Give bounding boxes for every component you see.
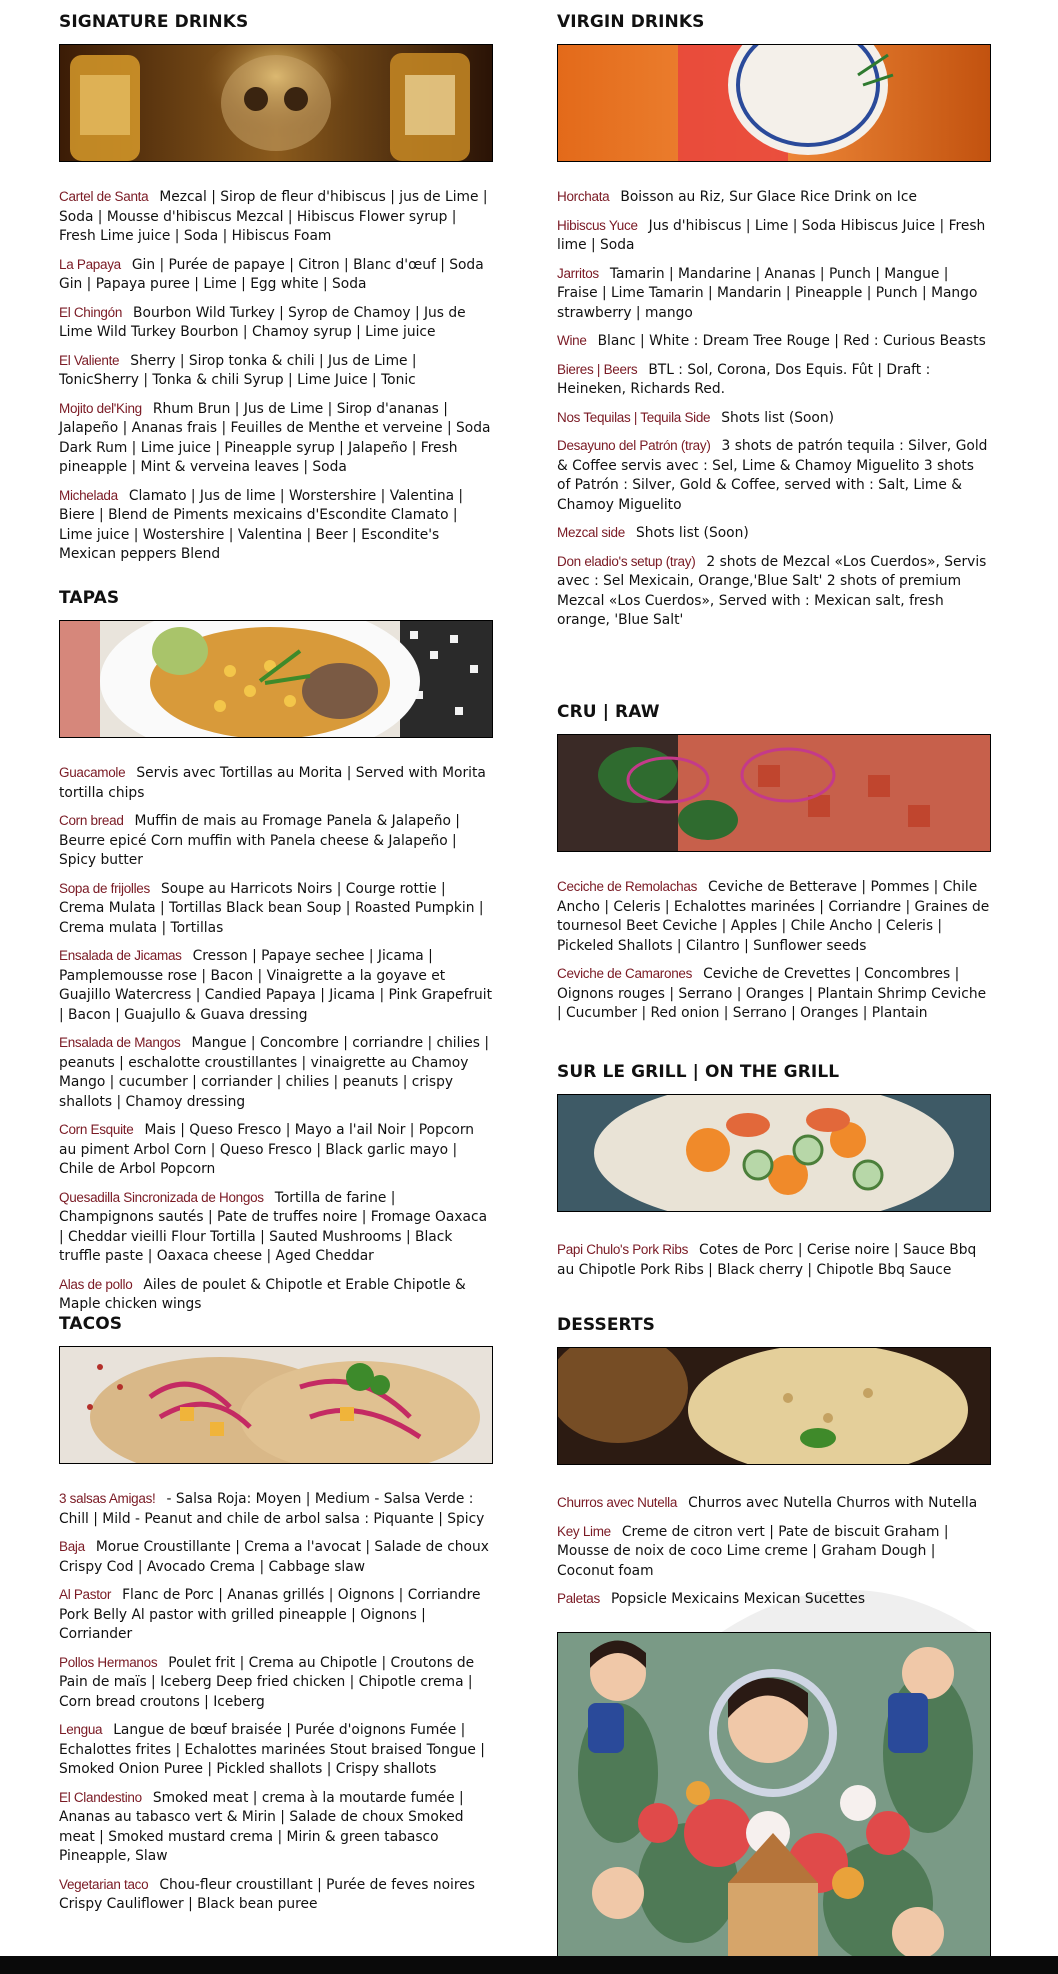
- item-name: Baja: [59, 1539, 85, 1554]
- item-name: Ceviche de Camarones: [557, 966, 693, 981]
- item-name: Bieres | Beers: [557, 361, 638, 377]
- item-description: Cotes de Porc | Cerise noire | Sauce Bbq au Chipotle Pork Ribs | Black cherry | Chipotle Bbq Sauce: [557, 1242, 977, 1278]
- menu-item: [59, 946, 493, 1025]
- menu-item: [59, 1875, 493, 1915]
- item-name: Quesadilla Sincronizada de Hongos: [59, 1189, 264, 1205]
- signature-drinks-list: [59, 187, 493, 573]
- item-name: Sopa de frijolles: [59, 880, 150, 896]
- signature-drinks-image: [59, 44, 493, 162]
- tapas-list: [59, 763, 493, 1323]
- item-description: - Salsa Roja: Moyen | Medium - Salsa Verde : Chill | Mild - Peanut and chile de arbol salsa : Piquante | Spicy: [59, 1491, 485, 1527]
- item-name: Pollos Hermanos: [59, 1654, 158, 1670]
- item-description: Chou-fleur croustillant | Purée de feves noires Crispy Cauliflower | Black bean puree: [59, 1876, 475, 1912]
- tacos-list: [59, 1489, 493, 1923]
- menu-item: [557, 187, 991, 208]
- item-name: Key Lime: [557, 1523, 611, 1539]
- menu-item: [59, 1033, 493, 1112]
- section-title: DESSERTS: [557, 1315, 656, 1335]
- item-description: Ceviche de Betterave | Pommes | Chile Ancho | Celeris | Echalottes marinées | Corriandre | Graines de tournesol Beet Ceviche | Apples | Chile Ancho | Celeris | Pickeled Shallots | Cilantro | Sunflower seeds: [557, 879, 990, 954]
- menu-item: [557, 1493, 991, 1514]
- item-description: BTL : Sol, Corona, Dos Equis. Fût | Draft : Heineken, Richards Red.: [557, 361, 931, 397]
- item-name: Mezcal side: [557, 525, 625, 540]
- menu-item: [59, 1720, 493, 1780]
- item-name: Michelada: [59, 487, 118, 503]
- menu-item: [59, 811, 493, 871]
- menu-item: [59, 187, 493, 247]
- cru-raw-image: [557, 734, 991, 852]
- item-description: Clamato | Jus de lime | Worstershire | Valentina | Biere | Blend de Piments mexicains d'Escondite Clamato | Lime juice | Wostershire | Valentina | Beer | Escondite's Mexican peppers Blend: [59, 487, 464, 562]
- item-name: Cartel de Santa: [59, 189, 149, 204]
- menu-item: [557, 877, 991, 956]
- menu-item: [557, 216, 991, 256]
- menu-item: [59, 351, 493, 391]
- item-name: 3 salsas Amigas!: [59, 1491, 156, 1506]
- menu-item: [59, 1188, 493, 1267]
- item-name: Ensalada de Jicamas: [59, 948, 182, 963]
- item-description: Smoked meat | crema à la moutarde fumée | Ananas au tabasco vert & Mirin | Salade de choux Smoked meat | Smoked mustard crema | Mirin & green tabasco Pineapple, Slaw: [59, 1789, 464, 1864]
- menu-item: [59, 1120, 493, 1180]
- menu-item: [557, 360, 991, 400]
- item-description: 2 shots de Mezcal «Los Cuerdos», Servis avec : Sel Mexicain, Orange,'Blue Salt' 2 shots of premium Mezcal «Los Cuerdos», Served with : Mexican salt, fresh orange, 'Blue Salt': [557, 553, 987, 628]
- menu-item: [557, 523, 991, 544]
- section-title: TAPAS: [59, 588, 120, 608]
- section-title: VIRGIN DRINKS: [557, 12, 705, 32]
- item-description: Rhum Brun | Jus de Lime | Sirop d'ananas | Jalapeño | Ananas frais | Feuilles de Menthe et verveine | Soda Dark Rum | Lime juice | Pineapple syrup | Jalapeño | Fresh pineapple | Mint & verveina leaves | Soda: [59, 400, 491, 475]
- menu-item: [557, 1240, 991, 1280]
- grill-image: [557, 1094, 991, 1212]
- item-name: El Chingón: [59, 304, 123, 320]
- item-description: Cresson | Papaye sechee | Jicama | Pamplemousse rose | Bacon | Vinaigrette a la goyave et Guajillo Watercress | Candied Papaya | Jicama | Pink Grapefruit | Bacon | Guajullo & Guava dressing: [59, 948, 493, 1023]
- menu-item: [59, 1653, 493, 1713]
- item-name: Churros avec Nutella: [557, 1495, 678, 1510]
- item-description: Popsicle Mexicains Mexican Sucettes: [610, 1591, 866, 1607]
- desserts-image: [557, 1347, 991, 1465]
- item-description: Tamarin | Mandarine | Ananas | Punch | Mangue | Fraise | Lime Tamarin | Mandarin | Pineapple | Punch | Mango strawberry | mango: [557, 265, 978, 321]
- grill-list: [557, 1240, 991, 1288]
- pinup-poster-image: [557, 1632, 991, 1964]
- item-description: Bourbon Wild Turkey | Syrop de Chamoy | Jus de Lime Wild Turkey Bourbon | Chamoy syrup | Lime juice: [59, 304, 466, 340]
- item-description: Jus d'hibiscus | Lime | Soda Hibiscus Juice | Fresh lime | Soda: [557, 217, 986, 253]
- bottom-bar: [0, 1956, 1058, 1974]
- menu-item: [59, 486, 493, 565]
- menu-item: [59, 763, 493, 803]
- menu-item: [557, 264, 991, 324]
- item-name: Jarritos: [557, 265, 599, 281]
- menu-item: [59, 1788, 493, 1867]
- item-name: Desayuno del Patrón (tray): [557, 438, 711, 453]
- item-name: Al Pastor: [59, 1587, 112, 1602]
- virgin-drinks-list: [557, 187, 991, 639]
- item-description: Mangue | Concombre | corriandre | chilies | peanuts | eschalotte croustillantes | vinaigrette au Chamoy Mango | cucumber | corriander | chilies | peanuts | crispy shallots | Chamoy dressing: [59, 1035, 490, 1110]
- section-title: SIGNATURE DRINKS: [59, 12, 249, 32]
- item-description: Ailes de poulet & Chipotle et Erable Chipotle & Maple chicken wings: [59, 1276, 466, 1312]
- tacos-image: [59, 1346, 493, 1464]
- item-name: Wine: [557, 333, 587, 348]
- item-name: Guacamole: [59, 765, 126, 780]
- item-description: Tortilla de farine | Champignons sautés | Pate de truffes noire | Fromage Oaxaca | Cheddar vieilli Flour Tortilla | Sauted Mushrooms | Black truffle paste | Oaxaca cheese | Aged Cheddar: [59, 1189, 488, 1264]
- item-description: Creme de citron vert | Pate de biscuit Graham | Mousse de noix de coco Lime creme | Graham Dough | Coconut foam: [557, 1523, 949, 1579]
- item-description: Morue Croustillante | Crema a l'avocat | Salade de choux Crispy Cod | Avocado Crema | Cabbage slaw: [59, 1539, 489, 1575]
- item-description: Mezcal | Sirop de fleur d'hibiscus | jus de Lime | Soda | Mousse d'hibiscus Mezcal | Hibiscus Flower syrup | Fresh Lime juice | Soda | Hibiscus Foam: [59, 189, 488, 244]
- item-name: La Papaya: [59, 256, 121, 272]
- item-name: Horchata: [557, 189, 610, 204]
- menu-item: [557, 408, 991, 429]
- item-name: Ceciche de Remolachas: [557, 879, 698, 894]
- item-name: Ensalada de Mangos: [59, 1035, 181, 1050]
- item-description: Boisson au Riz, Sur Glace Rice Drink on Ice: [620, 189, 917, 205]
- item-name: Alas de pollo: [59, 1276, 133, 1292]
- item-name: Corn bread: [59, 813, 124, 828]
- tapas-image: [59, 620, 493, 738]
- item-name: Hibiscus Yuce: [557, 217, 638, 233]
- item-description: Blanc | White : Dream Tree Rouge | Red : Curious Beasts: [597, 333, 986, 349]
- item-name: Papi Chulo's Pork Ribs: [557, 1242, 689, 1257]
- menu-item: [557, 436, 991, 515]
- menu-item: [59, 399, 493, 478]
- section-title: CRU | RAW: [557, 702, 660, 722]
- item-description: Soupe au Harricots Noirs | Courge rottie | Crema Mulata | Tortillas Black bean Soup | Roasted Pumpkin | Crema mulata | Tortillas: [59, 880, 484, 936]
- item-name: Nos Tequilas | Tequila Side: [557, 409, 711, 425]
- item-description: Shots list (Soon): [635, 525, 749, 541]
- menu-item: [59, 1537, 493, 1577]
- menu-item: [59, 1585, 493, 1645]
- item-description: Shots list (Soon): [721, 409, 834, 426]
- menu-item: [59, 1489, 493, 1529]
- item-name: Corn Esquite: [59, 1122, 134, 1137]
- item-name: Mojito del'King: [59, 400, 142, 416]
- item-description: Poulet frit | Crema au Chipotle | Croutons de Pain de maïs | Iceberg Deep fried chicken | Chipotle crema | Corn bread croutons | Iceberg: [59, 1654, 475, 1710]
- item-description: Langue de bœuf braisée | Purée d'oignons Fumée | Echalottes frites | Echalottes marinées Stout braised Tongue | Smoked Onion Puree | Pickled shallots | Crispy shallots: [59, 1722, 485, 1777]
- menu-item: [59, 879, 493, 939]
- item-name: Paletas: [557, 1591, 600, 1606]
- item-description: Sherry | Sirop tonka & chili | Jus de Lime | TonicSherry | Tonka & chili Syrup | Lime Juice | Tonic: [59, 352, 417, 388]
- item-description: Gin | Purée de papaye | Citron | Blanc d'œuf | Soda Gin | Papaya puree | Lime | Egg white | Soda: [59, 256, 484, 292]
- item-description: Churros avec Nutella Churros with Nutella: [688, 1495, 978, 1511]
- item-name: Don eladio's setup (tray): [557, 553, 696, 569]
- item-description: Ceviche de Crevettes | Concombres | Oignons rouges | Serrano | Oranges | Plantain Shrimp Ceviche | Cucumber | Red onion | Serrano | Oranges | Plantain: [557, 966, 987, 1021]
- menu-item: [557, 331, 991, 352]
- item-description: Servis avec Tortillas au Morita | Served with Morita tortilla chips: [59, 765, 486, 801]
- item-description: 3 shots de patrón tequila : Silver, Gold & Coffee servis avec : Sel, Lime & Chamoy Miguelito 3 shots of Patrón : Silver, Gold & Coffee, served with : Salt, Lime & Chamoy Miguelito: [557, 438, 988, 513]
- menu-item: [59, 303, 493, 343]
- item-name: Lengua: [59, 1722, 103, 1737]
- item-description: Mais | Queso Fresco | Mayo a l'ail Noir | Popcorn au piment Arbol Corn | Queso Fresco | Black garlic mayo | Chile de Arbol Popcorn: [59, 1122, 475, 1177]
- section-title: SUR LE GRILL | ON THE GRILL: [557, 1062, 840, 1082]
- menu-item: [557, 552, 991, 631]
- item-name: Vegetarian taco: [59, 1876, 149, 1892]
- menu-item: [557, 964, 991, 1024]
- item-name: El Valiente: [59, 352, 120, 368]
- menu-item: [59, 255, 493, 295]
- section-title: TACOS: [59, 1314, 123, 1334]
- menu-item: [59, 1275, 493, 1315]
- item-name: El Clandestino: [59, 1789, 142, 1805]
- virgin-drinks-image: [557, 44, 991, 162]
- cru-raw-list: [557, 877, 991, 1032]
- item-description: Muffin de mais au Fromage Panela & Jalapeño | Beurre epicé Corn muffin with Panela cheese & Jalapeño | Spicy butter: [59, 813, 460, 868]
- item-description: Flanc de Porc | Ananas grillés | Oignons | Corriandre Pork Belly Al pastor with grilled pineapple | Oignons | Corriander: [59, 1587, 481, 1642]
